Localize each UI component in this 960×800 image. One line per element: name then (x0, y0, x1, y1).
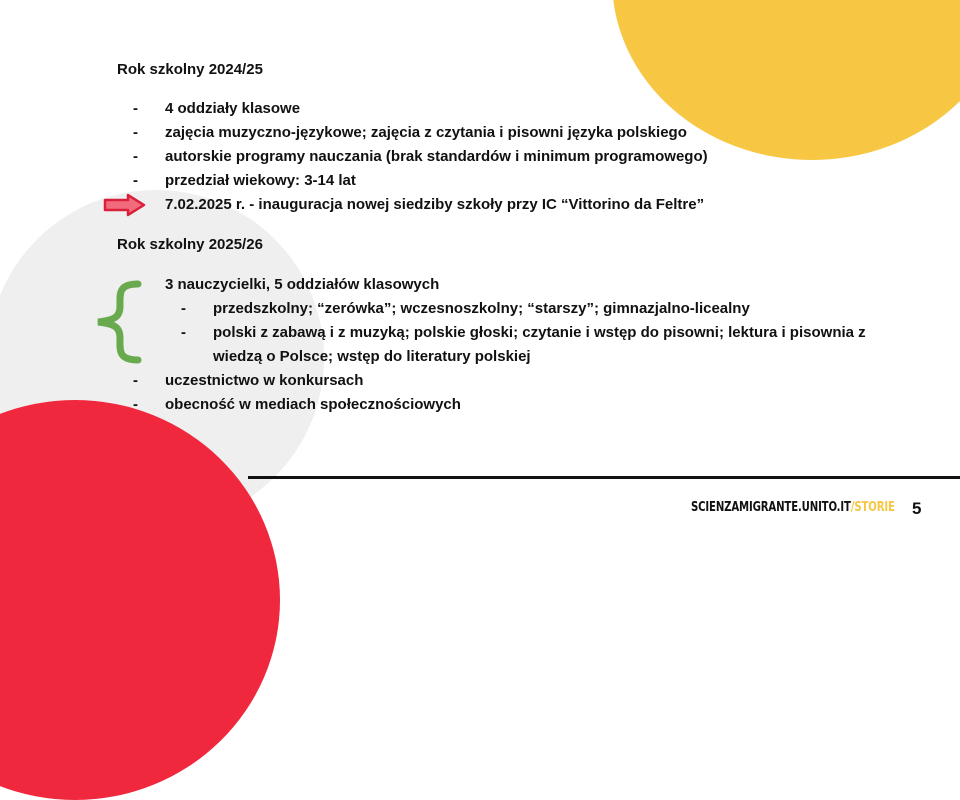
list-item: obecność w mediach społecznościowych (165, 396, 461, 413)
footer-site-slash: / (850, 500, 855, 515)
list-item: 4 oddziały klasowe (165, 100, 301, 117)
page-number: 5 (912, 499, 922, 518)
sub-list-item: polski z zabawą i z muzyką; polskie głoski; czytanie i wstęp do pisowni; lektura i pisownia z (213, 324, 866, 341)
list-item-highlighted: 7.02.2025 r. - inauguracja nowej siedziby szkoły przy IC “Vittorino da Feltre” (165, 196, 705, 213)
section-heading-2024: Rok szkolny 2024/25 (117, 61, 263, 78)
list-item: autorskie programy nauczania (brak standardów i minimum programowego) (165, 148, 708, 165)
footer-site-domain: SCIENZAMIGRANTE.UNITO.IT (691, 500, 851, 515)
bullet-dash: - (133, 172, 138, 189)
sub-list-item-continuation: wiedzą o Polsce; wstęp do literatury polskiej (213, 348, 531, 365)
footer-site-section: STORIE (854, 500, 895, 515)
footer-site-link[interactable] (691, 500, 895, 515)
bullet-dash: - (181, 300, 186, 317)
list-item: zajęcia muzyczno-językowe; zajęcia z czytania i pisowni języka polskiego (165, 124, 687, 141)
bullet-dash: - (133, 100, 138, 117)
list-item: uczestnictwo w konkursach (165, 372, 364, 389)
list-item: przedział wiekowy: 3-14 lat (165, 172, 356, 189)
right-arrow-icon (102, 193, 148, 217)
curly-brace-icon (92, 280, 148, 364)
bullet-dash: - (133, 124, 138, 141)
footer-divider (248, 476, 960, 479)
section-heading-2025: Rok szkolny 2025/26 (117, 236, 263, 253)
section-intro: 3 nauczycielki, 5 oddziałów klasowych (165, 276, 440, 293)
sub-list-item: przedszkolny; “zerówka”; wczesnoszkolny; “starszy”; gimnazjalno-licealny (213, 300, 750, 317)
bullet-dash: - (133, 396, 138, 413)
bullet-dash: - (133, 148, 138, 165)
bullet-dash: - (133, 372, 138, 389)
bullet-dash: - (181, 324, 186, 341)
